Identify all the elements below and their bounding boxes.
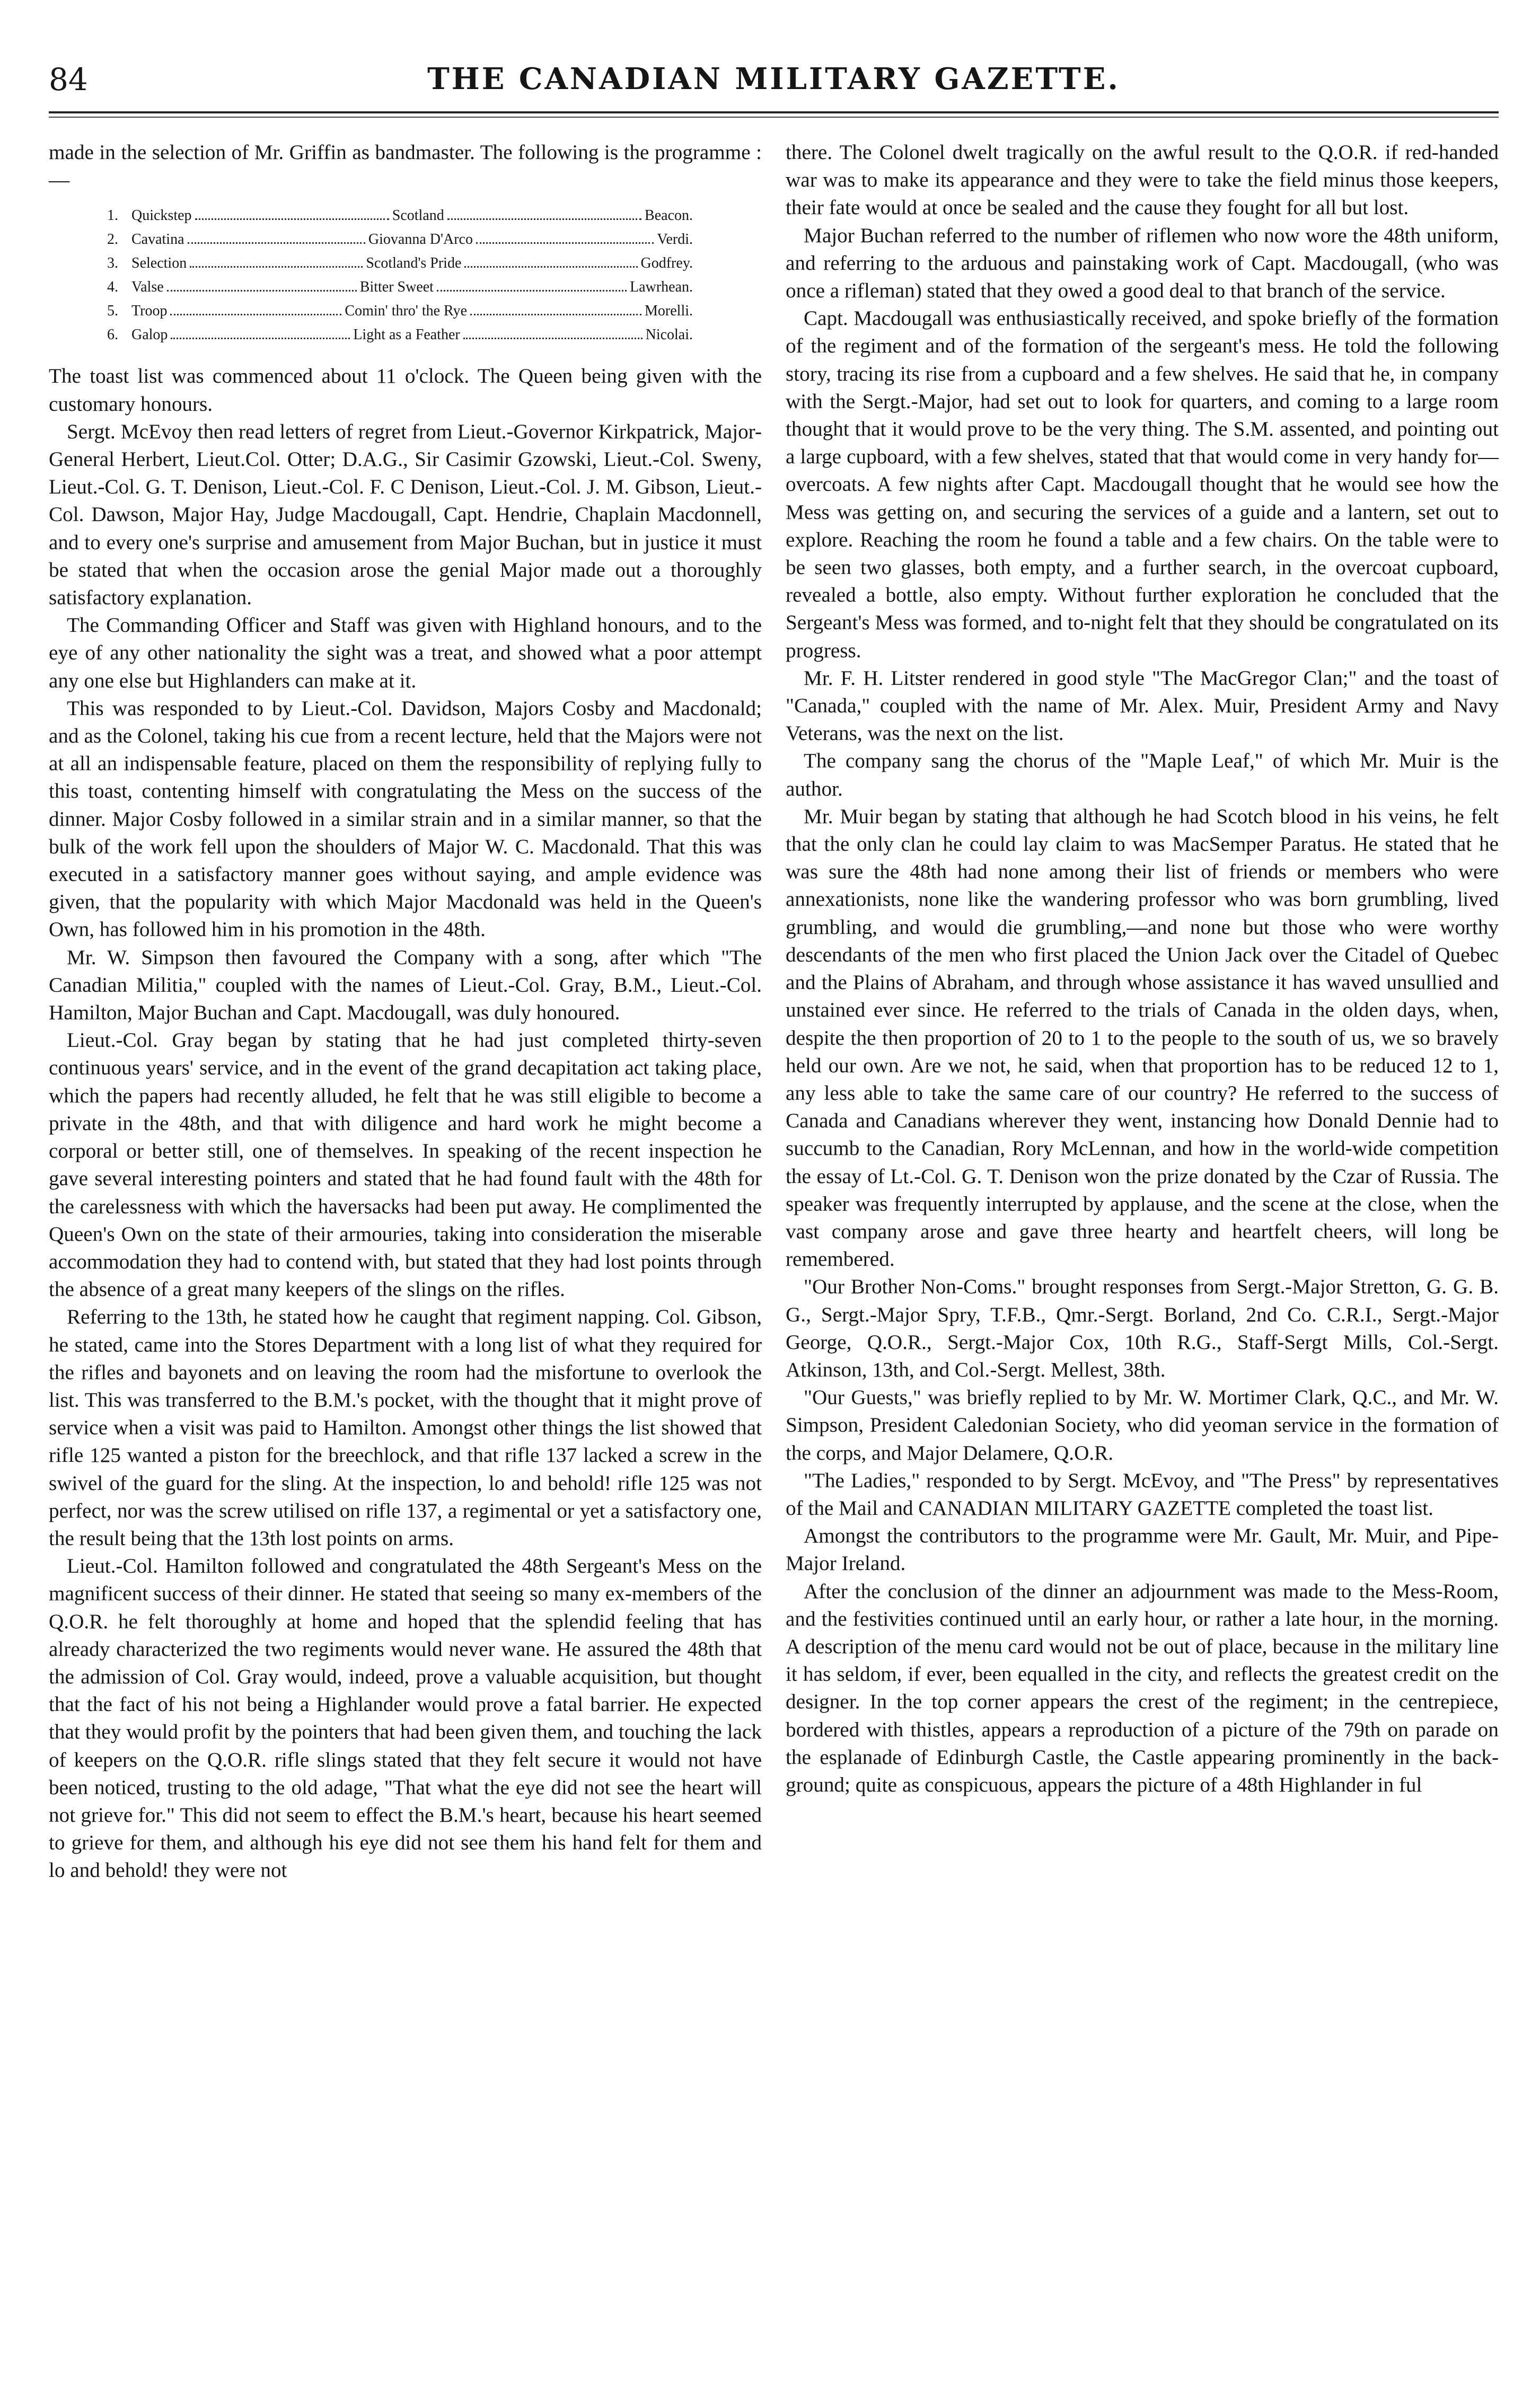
programme-item: 3. Selection Scotland's Pride Godfrey. xyxy=(107,255,693,272)
paragraph: Sergt. McEvoy then read letters of regret from Lieut.-Governor Kirkpatrick, Major-General Herbert, Lieut.Col. Otter; D.A.G., Sir Casimir Gzowski, Lieut.-Col. Sweny, Lieut.-Col. G. T. Denison, Lieut.-Col. F. C Denison, Lieut.-Col. J. M. Gibson, Lieut.-Col. Dawson, Major Hay, Judge Macdougall, Capt. Hendrie, Chaplain Macdonnell, and to every one's surprise and amusement from Major Buchan, but in justice it must be stated that when the occasion arose the genial Major made out a thoroughly satisfactory explanation. xyxy=(49,420,762,610)
programme-item: 4. Valse Bitter Sweet Lawrhean. xyxy=(107,279,693,296)
programme-item: 5. Troop Comin' thro' the Rye Morelli. xyxy=(107,303,693,320)
paragraph: Major Buchan referred to the number of riflemen who now wore the 48th uniform, and referring to the arduous and painstaking work of Capt. Macdougall, (who was once a rifleman) stated that they owed a good deal to that branch of the service. xyxy=(786,224,1499,303)
paragraph: "Our Brother Non-Coms." brought responses from Sergt.-Major Stretton, G. G. B. G., Sergt.-Major Spry, T.F.B., Qmr.-Sergt. Borland, 2nd Co. C.R.I., Sergt.-Major George, Q.O.R., Sergt.-Major Cox, 10th R.G., Staff-Sergt Mills, Col.-Sergt. Atkinson, 13th, and Col.-Sergt. Mellest, 38th. xyxy=(786,1275,1499,1381)
header-rule-thick xyxy=(49,111,1499,113)
masthead-title: THE CANADIAN MILITARY GAZETTE. xyxy=(427,61,1120,96)
programme-item: 1. Quickstep Scotland Beacon. xyxy=(107,207,693,224)
paragraph: The company sang the chorus of the "Maple Leaf," of which Mr. Muir is the author. xyxy=(786,749,1499,800)
paragraph: Referring to the 13th, he stated how he caught that regiment napping. Col. Gibson, he stated, came into the Stores Department with a long list of what they required for the rifles and bayonets and on leaving the room had the misfortune to overlook the list. This was transferred to the B.M.'s pocket, with the thought that it might prove of service when a visit was paid to Hamilton. Amongst other things the list showed that rifle 125 wanted a piston for the breechlock, and that rifle 137 lacked a screw in the swivel of the guard for the sling. At the inspection, lo and behold! rifle 125 was not perfect, nor was the screw utilised on rifle 137, a regimental or yet a satisfactory one, the result being that the 13th lost points on arms. xyxy=(49,1306,762,1550)
paragraph: This was responded to by Lieut.-Col. Davidson, Majors Cosby and Macdonald; and as the Colonel, taking his cue from a recent lecture, held that the Majors were not at all an indispensable feature, placed on them the responsibility of replying fully to this toast, contenting himself with congratulating the Mess on the success of the dinner. Major Cosby followed in a similar strain and in a similar manner, so that the bulk of the work fell upon the shoulders of Major W. C. Macdonald. That this was executed in a satisfactory manner goes without saying, and ample evidence was given, that the popularity with which Major Macdonald was held in the Queen's Own, has followed him in his promotion in the 48th. xyxy=(49,696,762,941)
paragraph: After the conclusion of the dinner an adjournment was made to the Mess-Room, and the festivities continued until an early hour, or rather a late hour, in the morning. A description of the menu card would not be out of place, because in the military line it has seldom, if ever, been equalled in the city, and reflects the greatest credit on the designer. In the top corner appears the crest of the regiment; in the centrepiece, bordered with thistles, appears a reproduction of a picture of the 79th on parade on the esplanade of Edinburgh Castle, the Castle appearing prominently in the back-ground; quite as conspicuous, appears the picture of a 48th Highlander in ful xyxy=(786,1580,1499,1796)
programme-list xyxy=(49,204,762,347)
programme-item: 6. Galop Light as a Feather Nicolai. xyxy=(107,327,693,343)
programme-item: 2. Cavatina Giovanna D'Arco Verdi. xyxy=(107,231,693,248)
paragraph: The Commanding Officer and Staff was given with Highland honours, and to the eye of any other nationality the sight was a treat, and showed what a poor attempt any one else but Highlanders can make at it. xyxy=(49,614,762,692)
right-column xyxy=(786,139,1499,1799)
paragraph: Lieut.-Col. Gray began by stating that he had just completed thirty-seven continuous years' service, and in the event of the grand decapitation act taking place, which the papers had recently alluded, he felt that he was still eligible to become a private in the 48th, and that with diligence and hard work he might become a corporal or better still, one of themselves. In speaking of the recent inspection he gave several interesting pointers and stated that he had found fault with the 48th for the carelessness with which the haversacks had been put away. He complimented the Queen's Own on the state of their armouries, taking into consideration the miserable accommodation they had to contend with, but stated that they had lost points through the absence of a great many keepers of the slings on the rifles. xyxy=(49,1029,762,1301)
paragraph: Lieut.-Col. Hamilton followed and congratulated the 48th Sergeant's Mess on the magnificent success of their dinner. He stated that seeing so many ex-members of the Q.O.R. he felt thoroughly at home and hoped that the splendid feeling that has already characterized the two regiments would never wane. He assured the 48th that the admission of Col. Gray would, indeed, prove a valuable acquisition, but thought that the fact of his not being a Highlander would prove a fatal barrier. He expected that they would profit by the pointers that had been given them, and touching the lack of keepers on the Q.O.R. rifle slings stated that they felt secure it would not have been noticed, trusting to the old adage, "That what the eye did not see the heart will not grieve for." This did not seem to effect the B.M.'s heart, because his heart seemed to grieve for them, and although his eye did not see them his hand felt for them and lo and behold! they were not xyxy=(49,1555,762,1882)
paragraph: The toast list was commenced about 11 o'clock. The Queen being given with the customary honours. xyxy=(49,365,762,416)
page-header xyxy=(49,55,1499,106)
paragraph: made in the selection of Mr. Griffin as bandmaster. The following is the programme :— xyxy=(49,141,762,192)
paragraph: Amongst the contributors to the programme were Mr. Gault, Mr. Muir, and Pipe-Major Ireland. xyxy=(786,1524,1499,1575)
paragraph: Mr. Muir began by stating that although he had Scotch blood in his veins, he felt that the only clan he could lay claim to was MacSemper Paratus. He stated that he was sure the 48th had none among their list of friends or members who were annexationists, none like the wandering professor who was born grumbling, lived grumbling, and would die grumbling,—and none but those who were worthy descendants of the men who first placed the Union Jack over the Citadel of Quebec and the Plains of Abraham, and through whose assistance it has waved unsullied and unstained ever since. He referred to the trials of Canada in the olden days, when, despite the then proportion of 20 to 1 to the people to the south of us, we so bravely held our own. Are we not, he said, when that proportion has to be reduced 12 to 1, any less able to take the same care of our country? He referred to the success of Canada and Canadians wherever they went, instancing how Donald Dennie had to succumb to the Canadian, Rory McLennan, and how in the world-wide competition the essay of Lt.-Col. G. T. Denison won the prize donated by the Czar of Russia. The speaker was frequently interrupted by applause, and the scene at the close, when the vast company arose and gave three hearty and heartfelt cheers, will long be remembered. xyxy=(786,805,1499,1271)
paragraph: "Our Guests," was briefly replied to by Mr. W. Mortimer Clark, Q.C., and Mr. W. Simpson, President Caledonian Society, who did yeoman service in the formation of the corps, and Major Delamere, Q.O.R. xyxy=(786,1386,1499,1465)
paragraph: Capt. Macdougall was enthusiastically received, and spoke briefly of the formation of the regiment and of the formation of the sergeant's mess. He told the following story, tracing its rise from a cupboard and a few shelves. He said that he, in company with the Sergt.-Major, had set out to look for quarters, and coming to a large room thought that it would prove to be the very thing. The S.M. assented, and pointing out a large cupboard, with a few shelves, stated that that would come in very handy for—overcoats. A few nights after Capt. Macdougall thought that he would see how the Mess was getting on, and securing the services of a guide and a lantern, set out to explore. Reaching the room he found a table and a few chairs. On the table were to be seen two glasses, both empty, and a further search, in the overcoat cupboard, revealed a bottle, also empty. Without further exploration he concluded that the Sergeant's Mess was formed, and to-night felt that they should be congratulated on its progress. xyxy=(786,307,1499,662)
paragraph: there. The Colonel dwelt tragically on the awful result to the Q.O.R. if red-handed war was to make its appearance and they were to take the field minus those keepers, their fate would at once be sealed and the cause they fought for all but lost. xyxy=(786,141,1499,219)
header-rule-thin xyxy=(49,117,1499,118)
left-column xyxy=(49,139,762,1885)
page-number: 84 xyxy=(49,61,88,98)
paragraph: "The Ladies," responded to by Sergt. McEvoy, and "The Press" by representatives of the Mail and CANADIAN MILITARY GAZETTE completed the toast list. xyxy=(786,1469,1499,1520)
paragraph: Mr. W. Simpson then favoured the Company with a song, after which "The Canadian Militia," coupled with the names of Lieut.-Col. Gray, B.M., Lieut.-Col. Hamilton, Major Buchan and Capt. Macdougall, was duly honoured. xyxy=(49,946,762,1025)
paragraph: Mr. F. H. Litster rendered in good style "The MacGregor Clan;" and the toast of "Canada," coupled with the name of Mr. Alex. Muir, President Army and Navy Veterans, was the next on the list. xyxy=(786,666,1499,745)
